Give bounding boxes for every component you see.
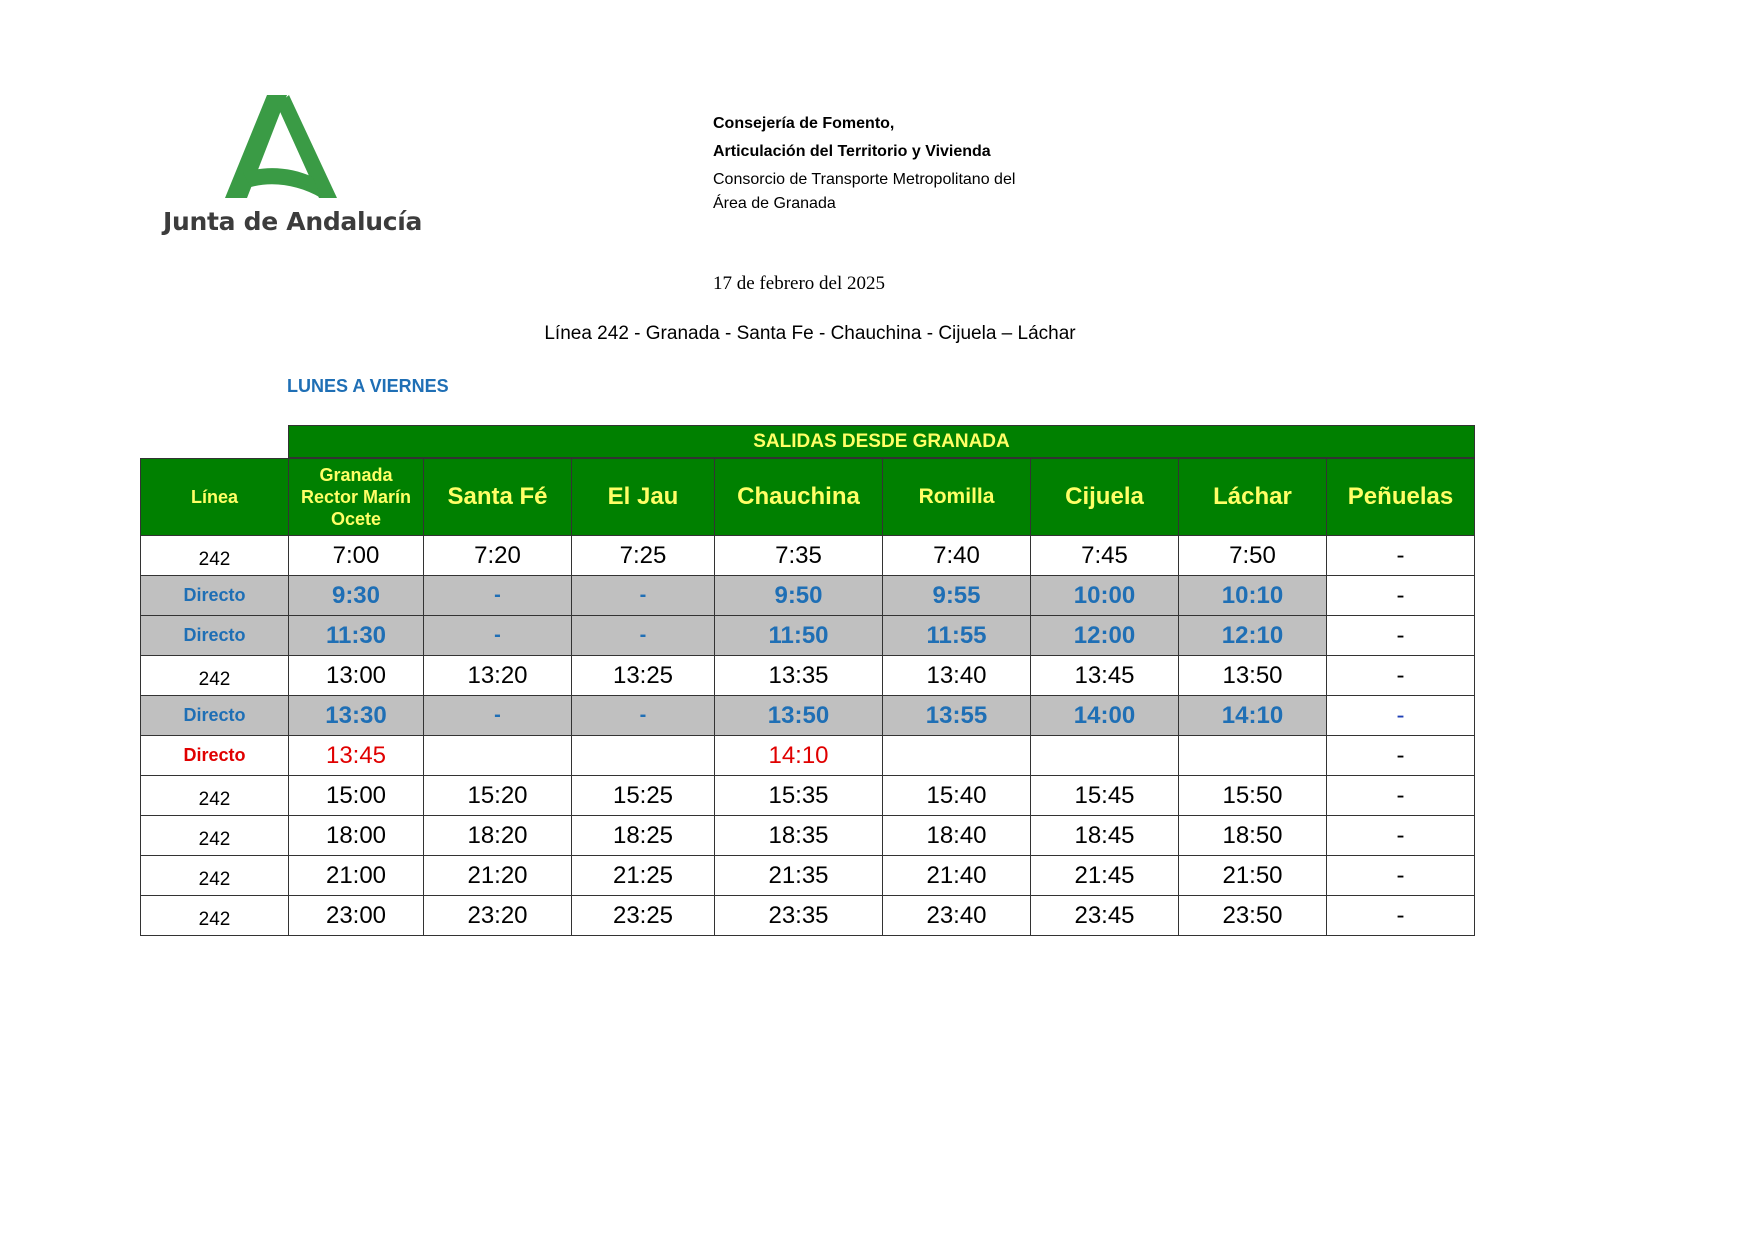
days-heading: LUNES A VIERNES [287, 376, 449, 396]
cell-time: 10:00 [1031, 576, 1179, 616]
cell-time: 7:50 [1179, 536, 1327, 576]
table-row [141, 856, 1475, 896]
cell-time: 21:45 [1031, 856, 1179, 896]
cell-linea: Directo [141, 616, 289, 656]
table-row [141, 656, 1475, 696]
cell-time: - [1327, 656, 1475, 696]
cell-time: 13:50 [1179, 656, 1327, 696]
cell-time [424, 736, 572, 776]
cell-time: 12:10 [1179, 616, 1327, 656]
cell-time: 15:45 [1031, 776, 1179, 816]
header-romilla: Romilla [883, 459, 1031, 536]
cell-time: 15:20 [424, 776, 572, 816]
linea-value: 242 [198, 868, 231, 890]
org-line-2: Articulación del Territorio y Vivienda [713, 143, 991, 160]
table-row [141, 536, 1475, 576]
cell-time: 23:25 [572, 896, 715, 936]
cell-time: - [1327, 696, 1475, 736]
cell-time: 21:20 [424, 856, 572, 896]
cell-time [1179, 736, 1327, 776]
cell-time: - [424, 696, 572, 736]
cell-time: 18:50 [1179, 816, 1327, 856]
header-granada-line-3: Ocete [330, 509, 382, 529]
cell-time: 18:20 [424, 816, 572, 856]
cell-time: 13:45 [289, 736, 424, 776]
cell-time: 14:10 [1179, 696, 1327, 736]
timetable [140, 458, 1475, 936]
cell-time: 13:50 [715, 696, 883, 736]
linea-value: 242 [198, 788, 231, 810]
cell-time: 14:10 [715, 736, 883, 776]
cell-time [883, 736, 1031, 776]
header-granada [289, 459, 424, 536]
cell-time [1031, 736, 1179, 776]
cell-time: 10:10 [1179, 576, 1327, 616]
cell-time: - [1327, 776, 1475, 816]
junta-a-emblem-icon [225, 95, 340, 205]
cell-time: - [1327, 616, 1475, 656]
cell-time: 18:00 [289, 816, 424, 856]
cell-time: 23:00 [289, 896, 424, 936]
cell-time: - [572, 576, 715, 616]
cell-time: 13:00 [289, 656, 424, 696]
linea-value: 242 [198, 668, 231, 690]
cell-linea: Directo [141, 696, 289, 736]
cell-time: 12:00 [1031, 616, 1179, 656]
cell-time: 21:25 [572, 856, 715, 896]
cell-time: 9:55 [883, 576, 1031, 616]
cell-linea [141, 856, 289, 896]
header-granada-line-2: Rector Marín [300, 487, 412, 507]
cell-time: 15:40 [883, 776, 1031, 816]
cell-time: 9:50 [715, 576, 883, 616]
cell-time: 13:40 [883, 656, 1031, 696]
cell-time: - [572, 696, 715, 736]
header-penuelas: Peñuelas [1327, 459, 1475, 536]
cell-time: 9:30 [289, 576, 424, 616]
cell-time: 13:45 [1031, 656, 1179, 696]
cell-time: 7:00 [289, 536, 424, 576]
cell-time: 15:35 [715, 776, 883, 816]
cell-time: 7:35 [715, 536, 883, 576]
table-row [141, 736, 1475, 776]
header-cijuela: Cijuela [1031, 459, 1179, 536]
table-row [141, 816, 1475, 856]
cell-time: 11:30 [289, 616, 424, 656]
cell-linea: Directo [141, 576, 289, 616]
cell-time: 21:35 [715, 856, 883, 896]
linea-value: 242 [198, 828, 231, 850]
cell-linea [141, 656, 289, 696]
cell-time: 13:25 [572, 656, 715, 696]
org-line-1: Consejería de Fomento, [713, 115, 895, 132]
cell-time: 13:20 [424, 656, 572, 696]
cell-linea [141, 896, 289, 936]
line-title: Línea 242 - Granada - Santa Fe - Chauchina - Cijuela – Láchar [544, 323, 1076, 344]
cell-time: 13:35 [715, 656, 883, 696]
cell-time: - [1327, 736, 1475, 776]
cell-time: 15:00 [289, 776, 424, 816]
cell-time: 18:35 [715, 816, 883, 856]
header-linea: Línea [141, 459, 289, 536]
cell-time: - [1327, 816, 1475, 856]
cell-time: 23:40 [883, 896, 1031, 936]
logo-text: Junta de Andalucía [163, 207, 423, 236]
cell-time: 7:45 [1031, 536, 1179, 576]
timetable-banner: SALIDAS DESDE GRANADA [288, 425, 1475, 458]
table-row [141, 696, 1475, 736]
cell-time: - [1327, 856, 1475, 896]
organization-block [713, 112, 1015, 216]
cell-time: 23:50 [1179, 896, 1327, 936]
cell-linea: Directo [141, 736, 289, 776]
cell-linea [141, 776, 289, 816]
cell-time: - [424, 616, 572, 656]
linea-value: 242 [198, 908, 231, 930]
junta-logo [160, 95, 423, 245]
cell-time: - [572, 616, 715, 656]
cell-time: 23:35 [715, 896, 883, 936]
cell-time: 11:55 [883, 616, 1031, 656]
org-line-3: Consorcio de Transporte Metropolitano del [713, 171, 1016, 188]
header-lachar: Láchar [1179, 459, 1327, 536]
header-granada-line-1: Granada [319, 465, 393, 485]
header-el-jau: El Jau [572, 459, 715, 536]
table-row [141, 576, 1475, 616]
table-row [141, 776, 1475, 816]
cell-time: - [1327, 536, 1475, 576]
linea-value: 242 [198, 548, 231, 570]
org-line-4: Área de Granada [713, 195, 836, 212]
cell-time: 14:00 [1031, 696, 1179, 736]
cell-time: - [424, 576, 572, 616]
cell-time: 13:30 [289, 696, 424, 736]
cell-time: 13:55 [883, 696, 1031, 736]
cell-time: 15:50 [1179, 776, 1327, 816]
header-chauchina: Chauchina [715, 459, 883, 536]
header-santa-fe: Santa Fé [424, 459, 572, 536]
cell-time: 7:20 [424, 536, 572, 576]
cell-time: 18:40 [883, 816, 1031, 856]
cell-time: 23:45 [1031, 896, 1179, 936]
cell-time: 21:00 [289, 856, 424, 896]
cell-time: 7:25 [572, 536, 715, 576]
table-row [141, 896, 1475, 936]
cell-time: 15:25 [572, 776, 715, 816]
cell-time: - [1327, 576, 1475, 616]
cell-time: 18:25 [572, 816, 715, 856]
cell-time: 7:40 [883, 536, 1031, 576]
cell-time: 21:50 [1179, 856, 1327, 896]
cell-time: 11:50 [715, 616, 883, 656]
cell-time [572, 736, 715, 776]
cell-time: 23:20 [424, 896, 572, 936]
cell-linea [141, 536, 289, 576]
document-date: 17 de febrero del 2025 [713, 273, 885, 294]
timetable-header-row [141, 459, 1475, 536]
cell-time: 18:45 [1031, 816, 1179, 856]
cell-linea [141, 816, 289, 856]
cell-time: - [1327, 896, 1475, 936]
table-row [141, 616, 1475, 656]
cell-time: 21:40 [883, 856, 1031, 896]
